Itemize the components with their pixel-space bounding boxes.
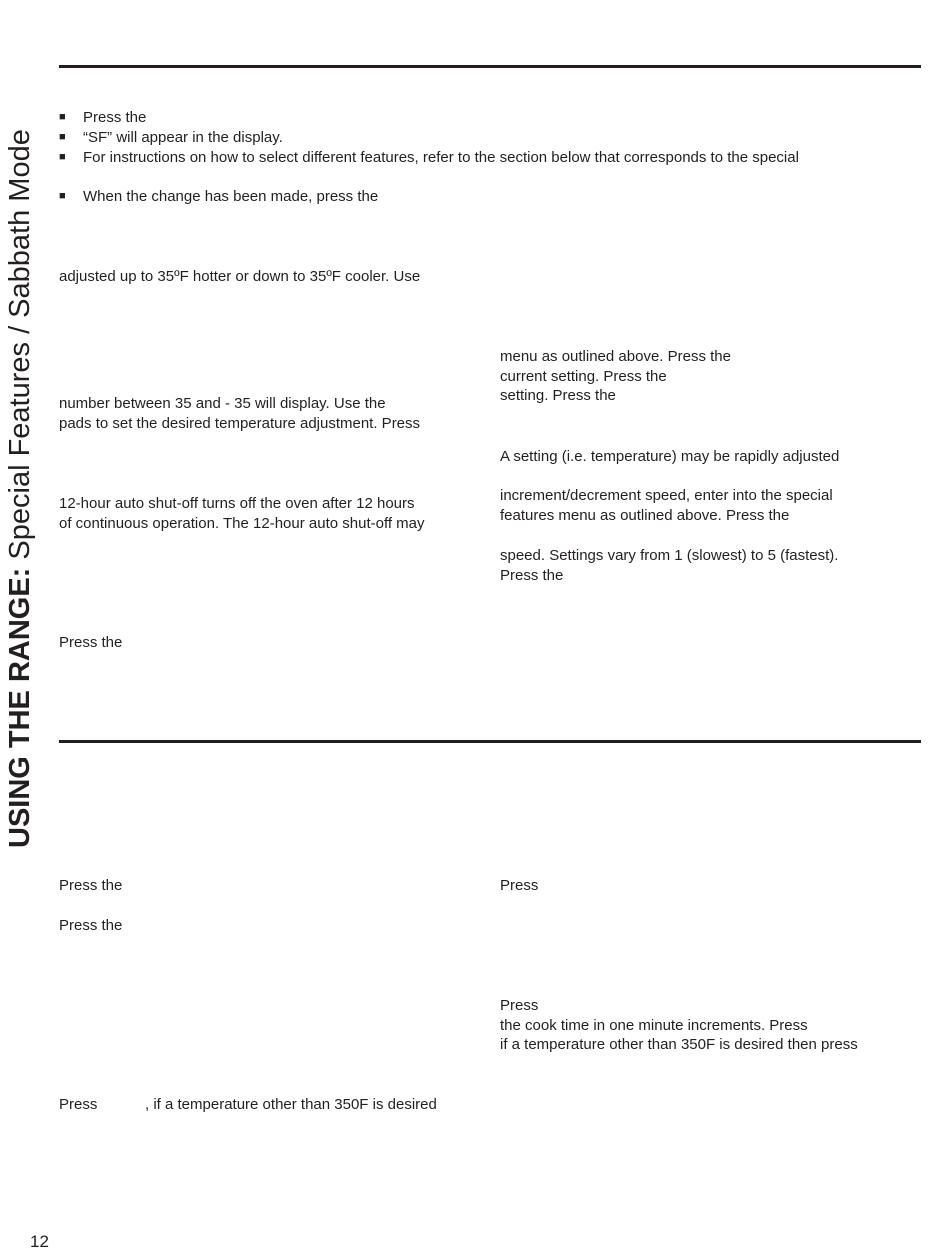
rapid-adjust-text-4: speed. Settings vary from 1 (slowest) to 5 (fastest). bbox=[500, 547, 839, 564]
page-number: 12 bbox=[30, 1232, 49, 1251]
sabbath-right-temp-text: if a temperature other than 350F is desired then press bbox=[500, 1036, 858, 1053]
sabbath-section-rule bbox=[59, 740, 921, 743]
menu-outline-text-2: current setting. Press the bbox=[500, 368, 667, 385]
bullet-item: “SF” will appear in the display. bbox=[83, 129, 283, 146]
side-title-bold: USING THE RANGE: bbox=[4, 567, 36, 848]
sabbath-left-press-2: Press the bbox=[59, 917, 123, 934]
sabbath-right-press-2: Press bbox=[500, 997, 539, 1014]
menu-outline-text-1: menu as outlined above. Press the bbox=[500, 348, 731, 365]
bullet-marker: ■ bbox=[59, 131, 66, 143]
sabbath-left-temp-text: , if a temperature other than 350F is desired bbox=[145, 1096, 437, 1113]
temp-adjust-pads-text: pads to set the desired temperature adjustment. Press bbox=[59, 415, 421, 432]
side-title-regular: Special Features / Sabbath Mode bbox=[4, 129, 36, 568]
section-side-title bbox=[2, 28, 38, 848]
rapid-adjust-text-2: increment/decrement speed, enter into the special bbox=[500, 487, 833, 504]
bullet-item: Press the bbox=[83, 109, 147, 126]
bullet-item: For instructions on how to select different features, refer to the section below that corresponds to the special bbox=[83, 149, 799, 166]
auto-shutoff-text-2: of continuous operation. The 12-hour auto shut-off may bbox=[59, 515, 425, 532]
bullet-item: When the change has been made, press the bbox=[83, 188, 379, 205]
sabbath-left-press-3: Press bbox=[59, 1096, 98, 1113]
rapid-adjust-text-3: features menu as outlined above. Press the bbox=[500, 507, 790, 524]
rapid-adjust-text-5: Press the bbox=[500, 567, 564, 584]
sabbath-right-cook-time: the cook time in one minute increments. Press bbox=[500, 1017, 808, 1034]
bullet-marker: ■ bbox=[59, 151, 66, 163]
bullet-marker: ■ bbox=[59, 111, 66, 123]
sabbath-left-press-1: Press the bbox=[59, 877, 123, 894]
rapid-adjust-text-1: A setting (i.e. temperature) may be rapidly adjusted bbox=[500, 448, 840, 465]
sabbath-right-press-1: Press bbox=[500, 877, 539, 894]
auto-shutoff-text-1: 12-hour auto shut-off turns off the oven after 12 hours bbox=[59, 495, 415, 512]
menu-outline-text-3: setting. Press the bbox=[500, 387, 616, 404]
oven-temp-adjust-text: adjusted up to 35ºF hotter or down to 35ºF cooler. Use bbox=[59, 268, 421, 285]
left-press-text: Press the bbox=[59, 634, 123, 651]
bullet-marker: ■ bbox=[59, 190, 66, 202]
top-section-rule bbox=[59, 65, 921, 68]
temp-adjust-range-text: number between 35 and - 35 will display. Use the bbox=[59, 395, 386, 412]
